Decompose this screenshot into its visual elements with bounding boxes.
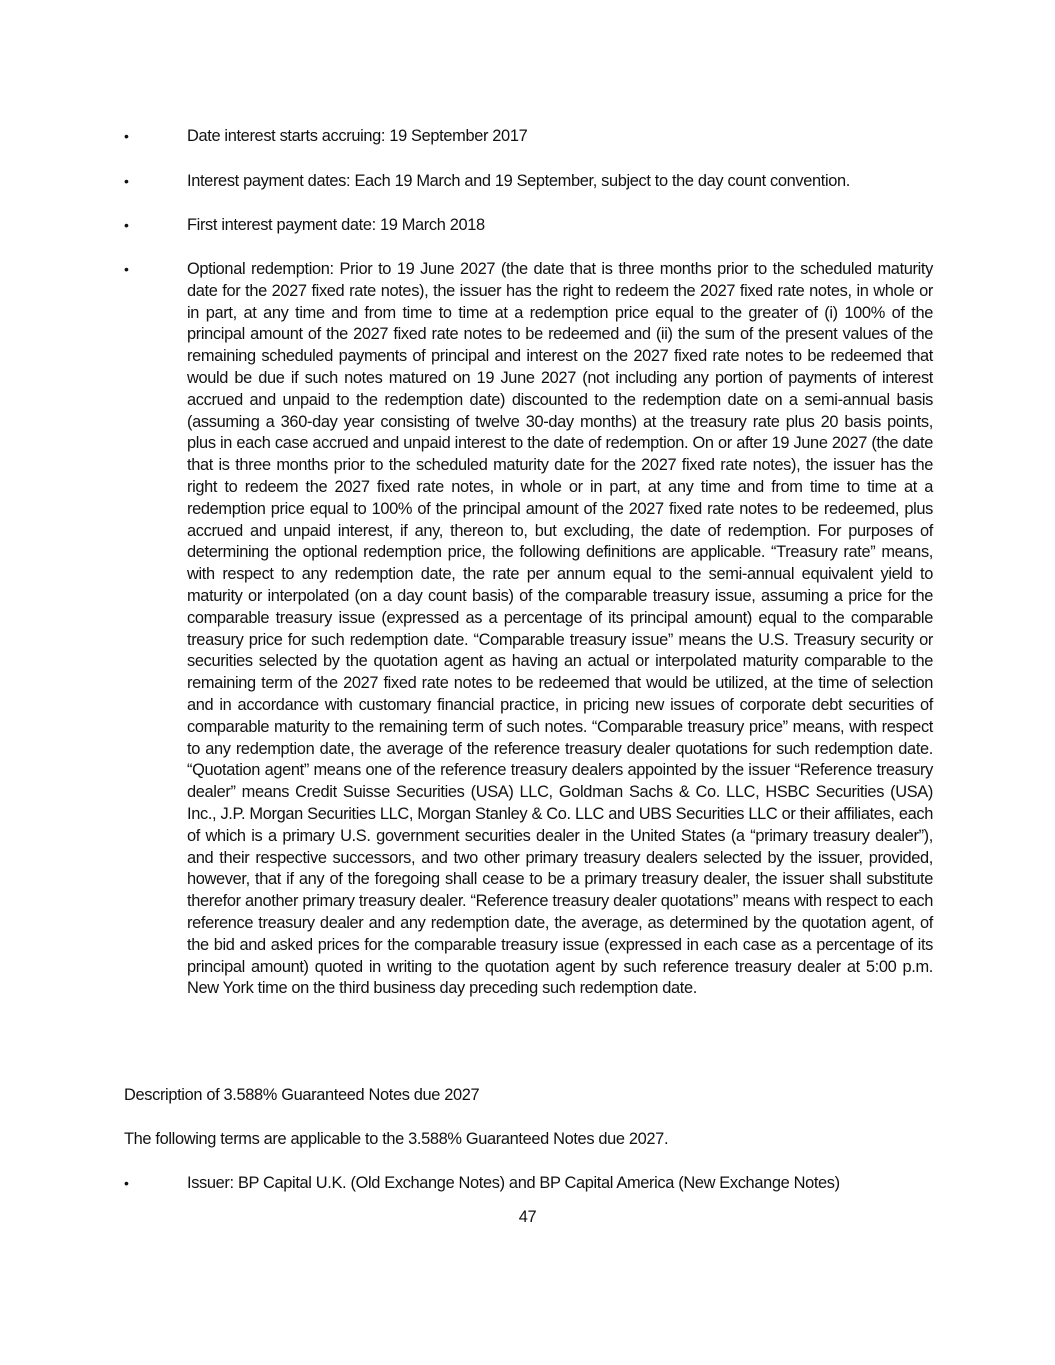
bullet-text: First interest payment date: 19 March 2018 — [187, 216, 485, 234]
bullet-icon: • — [124, 128, 129, 144]
page-number: 47 — [518, 1208, 537, 1226]
bullet-text: Date interest starts accruing: 19 September 2017 — [187, 127, 528, 145]
intro-paragraph: The following terms are applicable to the 3.588% Guaranteed Notes due 2027. — [124, 1130, 669, 1148]
section-heading: Description of 3.588% Guaranteed Notes due 2027 — [124, 1086, 480, 1104]
bullet-icon: • — [124, 261, 129, 277]
bullet-icon: • — [124, 217, 129, 233]
bullet-text: Optional redemption: Prior to 19 June 2027 (the date that is three months prior to the scheduled maturity date for the 2027 fixed rate notes), the issuer has the right to redeem the 2027 fixed rate notes, in whole or in part, at any time and from time to time at a redemption price equal to the greater of (i) 100% of the principal amount of the 2027 fixed rate notes to be redeemed and (ii) the sum of the present values of the remaining scheduled payments of principal and interest on the 2027 fixed rate notes to be redeemed that would be due if such notes matured on 19 June 2027 (not including any portion of payments of interest accrued and unpaid to the redemption date) discounted to the redemption date on a semi-annual basis (assuming a 360-day year consisting of twelve 30-day months) at the treasury rate plus 20 basis points, plus in each case accrued and unpaid interest to the date of redemption. On or after 19 June 2027 (the date that is three months prior to the scheduled maturity date for the 2027 fixed rate notes), the issuer has the right to redeem the 2027 fixed rate notes, in whole or in part, at any time and from time to time at a redemption price equal to 100% of the principal amount of the 2027 fixed rate notes to be redeemed, plus accrued and unpaid interest, if any, thereon to, but excluding, the date of redemption. For purposes of determining the optional redemption price, the following definitions are applicable. “Treasury rate” means, with respect to any redemption date, the rate per annum equal to the semi-annual equivalent yield to maturity or interpolated (on a day count basis) of the comparable treasury issue, assuming a price for the comparable treasury issue (expressed as a percentage of its principal amount) equal to the comparable treasury price for such redemption date. “Comparable treasury issue” means the U.S. Treasury security or securities selected by the quotation agent as having an actual or interpolated maturity comparable to the remaining term of the 2027 fixed rate notes to be redeemed that would be utilized, at the time of selection and in accordance with customary financial practice, in pricing new issues of corporate debt securities of comparable maturity to the remaining term of such notes. “Comparable treasury price” means, with respect to any redemption date, the average of the reference treasury dealer quotations for such redemption date. “Quotation agent” means one of the reference treasury dealers appointed by the issuer “Reference treasury dealer” means Credit Suisse Securities (USA) LLC, Goldman Sachs & Co. LLC, HSBC Securities (USA) Inc., J.P. Morgan Securities LLC, Morgan Stanley & Co. LLC and UBS Securities LLC or their affiliates, each of which is a primary U.S. government securities dealer in the United States (a “primary treasury dealer”), and their respective successors, and two other primary treasury dealers selected by the issuer, provided, however, that if any of the foregoing shall cease to be a primary treasury dealer, the issuer shall substitute therefor another primary treasury dealer. “Reference treasury dealer quotations” means with respect to each reference treasury dealer and any redemption date, the average, as determined by the quotation agent, of the bid and asked prices for the comparable treasury issue (expressed in each case as a percentage of its principal amount) quoted in writing to the quotation agent by such reference treasury dealer at 5:00 p.m. New York time on the third business day preceding such redemption date. — [187, 260, 933, 998]
bullet-icon: • — [124, 173, 129, 189]
bullet-text: Interest payment dates: Each 19 March and 19 September, subject to the day count convention. — [187, 172, 851, 190]
bullet-text: Issuer: BP Capital U.K. (Old Exchange Notes) and BP Capital America (New Exchange Notes) — [187, 1174, 840, 1192]
bullet-icon: • — [124, 1175, 129, 1191]
